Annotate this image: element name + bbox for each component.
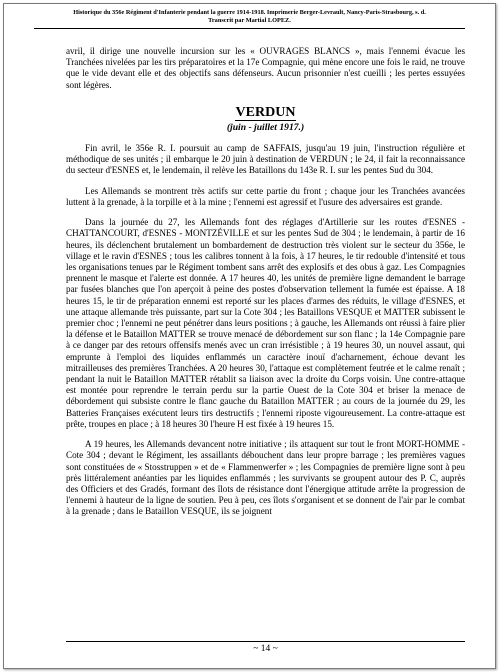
section-title: VERDUN — [235, 104, 296, 120]
paragraph-2: Les Allemands se montrent très actifs sur cette partie du front ; chaque jour les Tranchées avancées luttent à la grenade, à la torpille et à la mine ; l'ennemi est agressif et l'usure des adversaires est grande. — [66, 185, 465, 207]
page-number: ~ 14 ~ — [253, 644, 278, 654]
intro-paragraph: avril, il dirige une nouvelle incursion sur les « OUVRAGES BLANCS », mais l'ennemi évacue les Tranchées nivelées par les tirs préparatoires et la 17e Compagnie, qui mène encore une fois le raid, ne trouve que le vide devant elle et des objectifs sans défenseurs. Aucun prisonnier n'est cueilli ; les pertes essuyées sont légères. — [66, 46, 465, 90]
header-transcriber: Transcrit par Martial LOPEZ. — [208, 17, 291, 24]
paragraph-1: Fin avril, le 356e R. I. poursuit au camp de SAFFAIS, jusqu'au 19 juin, l'instruction régulière et méthodique de ses unités ; il embarque le 20 juin à destination de VERDUN ; le 24, il fait la reconnaissance du secteur d'ESNES et, le lendemain, il relève les Bataillons du 143e R. I. sur les pentes Sud du 304. — [66, 142, 465, 176]
document-page — [3, 3, 496, 669]
paragraph-4: A 19 heures, les Allemands devancent notre initiative ; ils attaquent sur tout le front MORT-HOMME - Cote 304 ; devant le Régiment, les assaillants débouchent dans leur propre barrage ; les premières vagues sont constituées de « Stosstruppen » et de « Flammenwerfer » ; les Compagnies de première ligne sont à peu près littéralement anéanties par les liquides enflammés ; les survivants se groupent autour des P. C, auprès des Officiers et des Gradés, formant des îlots de résistance dont l'énergique attitude arrête la progression de l'ennemi à hauteur de la ligne de soutien. Peu à peu, ces îlots s'organisent et se donnent de l'air par le combat à la grenade ; dans le Bataillon VESQUE, ils se joignent — [66, 439, 465, 517]
section-subtitle: (juin - juillet 1917.) — [226, 121, 305, 133]
page-body — [66, 46, 465, 518]
page-header — [34, 9, 465, 29]
page-footer — [66, 641, 465, 655]
paragraph-3: Dans la journée du 27, les Allemands font des réglages d'Artillerie sur les routes d'ESNES - CHATTANCOURT, d'ESNES - MONTZÉVILLE et sur les pentes Sud de 304 ; le lendemain, à partir de 16 heures, ils déclenchent brutalement un bombardement de destruction très violent sur le secteur du 356e, le village et le ravin d'ESNES ; tous les calibres tonnent à la fois, à 17 heures, le tir redouble d'intensité et tous les organisations tenues par le Régiment tombent sans arrêt des explosifs et des obus à gaz. Les Compagnies prennent le masque et l'alerte est donnée. A 17 heures 40, les unités de première ligne demandent le barrage par fusées blanches que l'on aperçoit à peine des postes d'observation tellement la fumée est épaisse. A 18 heures 15, le tir de préparation ennemi est reporté sur les places d'armes des réduits, le village d'ESNES, et une attaque allemande très puissante, part sur la Cote 304 ; les Bataillons VESQUE et MATTER subissent le premier choc ; l'ennemi ne peut pénétrer dans leurs positions ; à gauche, les Allemands ont réussi à faire plier la défense et le Bataillon MATTER se trouve menacé de débordement sur son flanc ; la 14e Compagnie pare à ce danger par des retours offensifs menés avec un cran irrésistible ; à 19 heures 30, un nouvel assaut, qui emprunte à l'emploi des liquides enflammés un caractère inouï d'acharnement, échoue devant les mitrailleuses des premières Tranchées. A 20 heures 30, l'attaque est complètement feutrée et le calme renaît ; pendant la nuit le Bataillon MATTER rétablit sa liaison avec la droite du Corps voisin. Une contre-attaque est montée pour reprendre le terrain perdu sur la partie Ouest de la Cote 304 et briser la menace de débordement qui subsiste contre le flanc gauche du Bataillon MATTER ; au cours de la journée du 29, les Batteries Françaises exécutent leurs tirs destructifs ; l'ennemi riposte vigoureusement. La contre-attaque est prête, troupes en place ; à 18 heures 30 l'heure H est fixée à 19 heures 15. — [66, 217, 465, 429]
header-citation: Historique du 356e Régiment d'Infanterie pendant la guerre 1914-1918. Imprimerie Berger-Levrault, Nancy-Paris-Strasbourg, s. d. — [73, 9, 426, 16]
